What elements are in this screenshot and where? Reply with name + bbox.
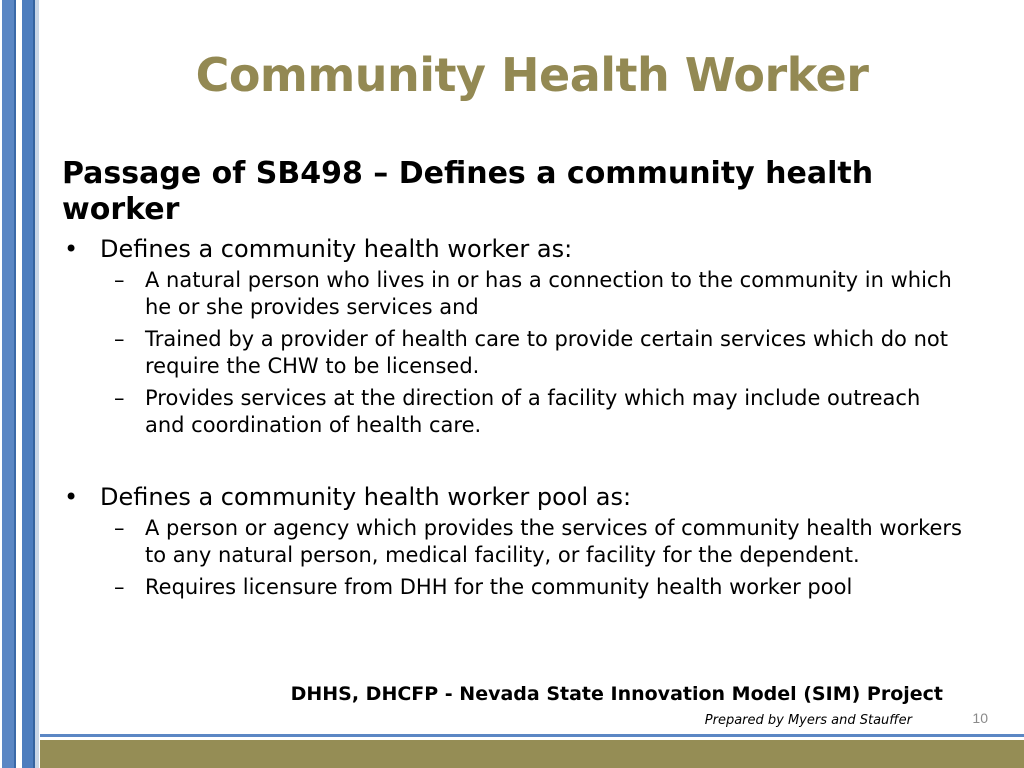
footer-prepared-by: Prepared by Myers and Stauffer bbox=[704, 713, 912, 728]
bottom-decorative-band bbox=[40, 740, 1024, 768]
bullet-item bbox=[62, 234, 962, 264]
sub-bullet-text: A natural person who lives in or has a connection to the community in which he or she provides services and bbox=[145, 268, 952, 319]
dash-icon: – bbox=[114, 327, 125, 351]
sub-bullet-item bbox=[62, 326, 962, 380]
slide-title: Community Health Worker bbox=[195, 48, 869, 102]
sub-bullet-item bbox=[62, 385, 962, 439]
dash-icon: – bbox=[114, 575, 125, 599]
left-decorative-bar bbox=[0, 0, 40, 768]
page-number: 10 bbox=[972, 710, 988, 726]
sub-bullet-item bbox=[62, 267, 962, 321]
sub-bullet-text: Provides services at the direction of a facility which may include outreach and coordination of health care. bbox=[145, 386, 921, 437]
bullet-icon: • bbox=[64, 235, 79, 263]
bullet-item bbox=[62, 482, 962, 512]
dash-icon: – bbox=[114, 516, 125, 540]
left-bar-edge bbox=[35, 0, 39, 768]
sub-bullet-text: A person or agency which provides the services of community health workers to any natural person, medical facility, or facility for the dependent. bbox=[145, 516, 962, 567]
left-bar-stripe-outer bbox=[2, 0, 16, 768]
bullet-text: Defines a community health worker as: bbox=[100, 235, 573, 263]
sub-bullet-item bbox=[62, 515, 962, 569]
bullet-text: Defines a community health worker pool as: bbox=[100, 483, 632, 511]
footer-project-name: DHHS, DHCFP - Nevada State Innovation Model (SIM) Project bbox=[290, 683, 943, 705]
slide-content bbox=[62, 156, 962, 606]
dash-icon: – bbox=[114, 268, 125, 292]
left-bar-stripe-inner bbox=[22, 0, 35, 768]
section-heading: Passage of SB498 – Defines a community health worker bbox=[62, 156, 874, 227]
dash-icon: – bbox=[114, 386, 125, 410]
sub-bullet-item bbox=[62, 574, 962, 601]
sub-bullet-text: Trained by a provider of health care to provide certain services which do not require the CHW to be licensed. bbox=[145, 327, 948, 378]
spacer bbox=[62, 444, 962, 482]
sub-bullet-text: Requires licensure from DHH for the community health worker pool bbox=[145, 575, 853, 599]
bullet-icon: • bbox=[64, 483, 79, 511]
